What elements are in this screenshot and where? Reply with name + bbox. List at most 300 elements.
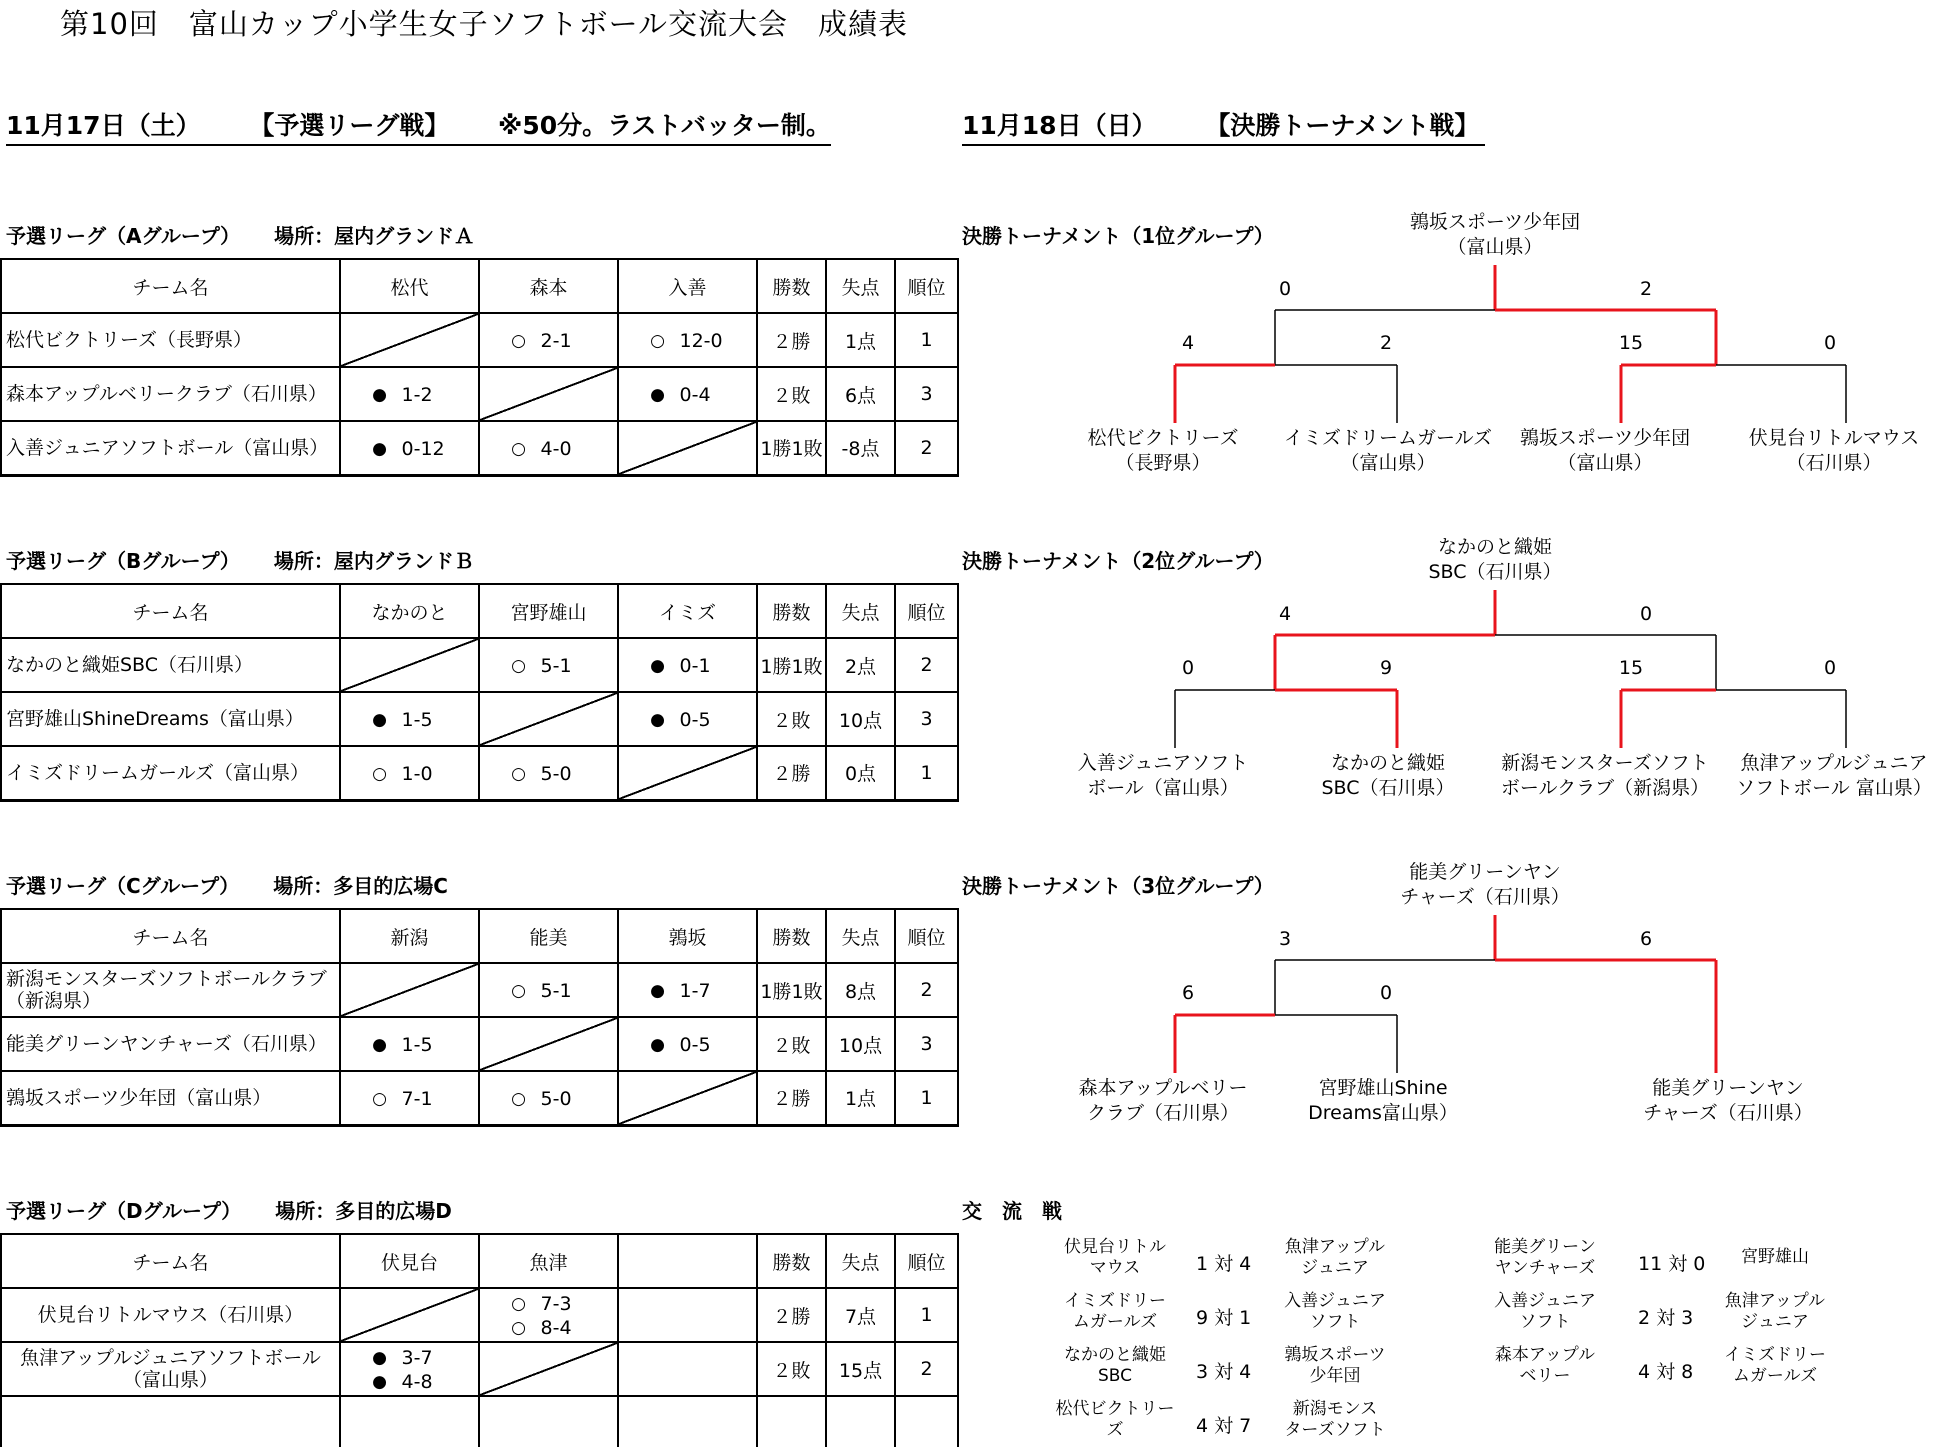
exchange-home-team xyxy=(1050,1399,1180,1441)
team-prefecture: SBC（石川県） xyxy=(1321,777,1455,799)
wins-value: ２敗 xyxy=(757,1342,826,1396)
exchange-home-team-line: イミズドリー xyxy=(1064,1291,1166,1311)
col-header-opponent: 入善 xyxy=(618,259,757,313)
group-d-title: 予選リーグ（Dグループ） xyxy=(6,1199,242,1223)
win-circle-icon: ○ xyxy=(511,331,526,351)
self-match-cell xyxy=(618,746,757,800)
exchange-home-team-line: 松代ビクトリー xyxy=(1055,1399,1175,1419)
match-result xyxy=(480,761,617,785)
result-cell xyxy=(479,638,618,692)
col-header-team: チーム名 xyxy=(1,259,340,313)
col-header-rank: 順位 xyxy=(895,584,958,638)
runs-value: 0点 xyxy=(826,746,895,800)
day1-date: 11月17日（土） xyxy=(6,111,201,140)
team-prefecture: ボールクラブ（新潟県） xyxy=(1500,777,1710,799)
match-result xyxy=(619,978,756,1002)
exchange-away-team-line: 魚津アップル xyxy=(1284,1237,1386,1257)
result-cell xyxy=(618,1288,757,1342)
champion-name: 鶉坂スポーツ少年団 xyxy=(1409,211,1581,233)
semi-score: 2 xyxy=(1379,332,1393,354)
runs-value: 1点 xyxy=(826,1071,895,1125)
league-table-d xyxy=(0,1233,959,1447)
table-row xyxy=(1,313,958,367)
runs-value: 1点 xyxy=(826,313,895,367)
col-header-opponent: 宮野雄山 xyxy=(479,584,618,638)
result-cell xyxy=(618,963,757,1017)
exchange-home-team-line: ズ xyxy=(1106,1420,1124,1440)
exchange-home-team xyxy=(1050,1237,1180,1279)
col-header-opponent: 魚津 xyxy=(479,1234,618,1288)
final-score: 2 xyxy=(1639,278,1653,300)
table-row xyxy=(1,692,958,746)
match-result xyxy=(341,707,478,731)
exchange-home-team-line: なかのと織姫 xyxy=(1064,1345,1166,1365)
match-score: 5-1 xyxy=(540,980,572,1002)
match-score: 1-7 xyxy=(679,980,711,1002)
result-cell xyxy=(479,963,618,1017)
match-result xyxy=(619,382,756,406)
exchange-away-team xyxy=(1705,1247,1845,1268)
exchange-score: 3 対 4 xyxy=(1196,1361,1252,1383)
runs-value: 8点 xyxy=(826,963,895,1017)
win-circle-icon: ○ xyxy=(511,1294,526,1314)
exchange-away-team xyxy=(1265,1345,1405,1387)
semi-score: 4 xyxy=(1181,332,1195,354)
runs-value: -8点 xyxy=(826,421,895,475)
match-score: 5-1 xyxy=(540,655,572,677)
league-header-row xyxy=(1,909,958,963)
match-result xyxy=(480,978,617,1002)
col-header-team: チーム名 xyxy=(1,1234,340,1288)
champion-prefecture: チャーズ（石川県） xyxy=(1400,886,1570,908)
table-row xyxy=(1,1396,958,1447)
exchange-away-team-line: ソフト xyxy=(1309,1312,1361,1332)
group-b-venue: 場所：屋内グランドＢ xyxy=(273,549,474,573)
exchange-home-team-line: 入善ジュニア xyxy=(1494,1291,1596,1311)
col-header-opponent: 鶉坂 xyxy=(618,909,757,963)
team-name: 入善ジュニアソフト xyxy=(1077,752,1249,774)
self-match-cell xyxy=(479,367,618,421)
league-table-a xyxy=(0,258,959,477)
win-circle-icon: ○ xyxy=(511,763,526,784)
semi-score: 0 xyxy=(1181,657,1195,679)
day2-event: 【決勝トーナメント戦】 xyxy=(1205,111,1480,140)
col-header-wins: 勝数 xyxy=(757,584,826,638)
runs-value: 6点 xyxy=(826,367,895,421)
win-circle-icon: ○ xyxy=(650,331,665,351)
result-cell xyxy=(618,1342,757,1396)
match-score: 1-5 xyxy=(401,1034,433,1056)
self-match-cell xyxy=(340,313,479,367)
team-name: 魚津アップルジュニア xyxy=(1740,752,1928,774)
wins-value: ２勝 xyxy=(757,1071,826,1125)
team-name: 宮野雄山ShineDreams（富山県） xyxy=(1,692,340,746)
day1-note: ※50分。ラストバッター制。 xyxy=(498,111,831,140)
match-result xyxy=(341,1032,478,1056)
team-name: 鶉坂スポーツ少年団 xyxy=(1519,427,1691,449)
page-title: 第10回 富山カップ小学生女子ソフトボール交流大会 成績表 xyxy=(60,7,909,41)
day1-heading xyxy=(6,106,831,146)
exchange-away-team-line: 魚津アップル xyxy=(1724,1291,1826,1311)
col-header-team: チーム名 xyxy=(1,909,340,963)
semi-score: 6 xyxy=(1181,982,1195,1004)
tournament-1-bracket xyxy=(1080,205,1940,485)
result-cell xyxy=(340,1342,479,1396)
win-circle-icon: ○ xyxy=(511,1088,526,1109)
match-result xyxy=(341,761,478,785)
group-c-heading xyxy=(6,870,448,899)
champion-name: 能美グリーンヤン xyxy=(1409,861,1561,883)
result-cell xyxy=(479,421,618,475)
champion-prefecture: SBC（石川県） xyxy=(1428,561,1562,583)
team-name: 入善ジュニアソフトボール（富山県） xyxy=(1,421,340,475)
team-prefecture: （長野県） xyxy=(1115,452,1211,474)
champion-name: なかのと織姫 xyxy=(1437,536,1553,558)
rank-value: 2 xyxy=(895,421,958,475)
team-name: 伏見台リトルマウス（石川県） xyxy=(1,1288,340,1342)
team-prefecture: （石川県） xyxy=(1786,452,1882,474)
runs-value: 10点 xyxy=(826,692,895,746)
match-score: 2-1 xyxy=(540,330,572,352)
exchange-away-team-line: ターズソフト xyxy=(1284,1420,1386,1440)
col-header-runs: 失点 xyxy=(826,259,895,313)
runs-value: 7点 xyxy=(826,1288,895,1342)
team-name: 伏見台リトルマウス xyxy=(1748,427,1920,449)
match-result xyxy=(341,1345,478,1369)
self-match-cell xyxy=(479,692,618,746)
tournament-2-title: 決勝トーナメント（2位グループ） xyxy=(962,549,1274,573)
rank-value: 1 xyxy=(895,1288,958,1342)
win-circle-icon: ○ xyxy=(372,1088,387,1109)
league-header-row xyxy=(1,584,958,638)
win-circle-icon: ○ xyxy=(511,981,526,1001)
rank-value: 2 xyxy=(895,963,958,1017)
group-c-title: 予選リーグ（Cグループ） xyxy=(6,874,240,898)
exchange-home-team-line: ヤンチャーズ xyxy=(1494,1258,1596,1278)
col-header-runs: 失点 xyxy=(826,1234,895,1288)
exchange-away-team-line: ジュニア xyxy=(1301,1258,1369,1278)
col-header-opponent: なかのと xyxy=(340,584,479,638)
rank-value: 1 xyxy=(895,746,958,800)
wins-value: ２勝 xyxy=(757,313,826,367)
table-row xyxy=(1,1071,958,1125)
loss-dot-icon: ● xyxy=(372,710,387,730)
result-cell xyxy=(618,367,757,421)
result-cell xyxy=(340,746,479,800)
match-score: 0-5 xyxy=(679,1034,711,1056)
loss-dot-icon: ● xyxy=(650,981,665,1001)
col-header-opponent: 松代 xyxy=(340,259,479,313)
result-cell xyxy=(618,638,757,692)
col-header-opponent: 能美 xyxy=(479,909,618,963)
match-result xyxy=(341,1086,478,1110)
loss-dot-icon: ● xyxy=(372,438,387,459)
col-header-rank: 順位 xyxy=(895,259,958,313)
match-score: 12-0 xyxy=(679,330,723,352)
self-match-cell xyxy=(340,963,479,1017)
team-prefecture: チャーズ（石川県） xyxy=(1643,1102,1813,1124)
exchange-score: 4 対 8 xyxy=(1638,1361,1694,1383)
day1-event: 【予選リーグ戦】 xyxy=(249,111,450,140)
col-header-team: チーム名 xyxy=(1,584,340,638)
exchange-away-team xyxy=(1265,1237,1405,1279)
wins-value: 1勝1敗 xyxy=(757,421,826,475)
loss-dot-icon: ● xyxy=(650,656,665,676)
team-name: なかのと織姫SBC（石川県） xyxy=(1,638,340,692)
exchange-away-team-line: 鶉坂スポーツ xyxy=(1284,1345,1386,1365)
exchange-home-team-line: 伏見台リトル xyxy=(1064,1237,1166,1257)
table-row xyxy=(1,963,958,1017)
wins-value: 1勝1敗 xyxy=(757,963,826,1017)
team-name: 鶉坂スポーツ少年団（富山県） xyxy=(1,1071,340,1125)
loss-dot-icon: ● xyxy=(650,1035,665,1055)
col-header-rank: 順位 xyxy=(895,1234,958,1288)
team-prefecture: （富山県） xyxy=(1557,452,1653,474)
result-cell xyxy=(618,1017,757,1071)
table-row xyxy=(1,1288,958,1342)
match-score: 8-4 xyxy=(540,1317,572,1339)
wins-value: ２敗 xyxy=(757,692,826,746)
semi-score: 0 xyxy=(1823,332,1837,354)
exchange-home-team-line: ムガールズ xyxy=(1072,1312,1158,1332)
exchange-home-team-line: 森本アップル xyxy=(1494,1345,1596,1365)
match-score: 4-8 xyxy=(401,1371,433,1393)
match-result xyxy=(619,1032,756,1056)
team-name: 能美グリーンヤンチャーズ（石川県） xyxy=(1,1017,340,1071)
wins-value: ２勝 xyxy=(757,746,826,800)
win-circle-icon: ○ xyxy=(511,438,526,459)
team-name: 松代ビクトリーズ xyxy=(1087,427,1239,449)
match-score: 7-3 xyxy=(540,1293,572,1315)
exchange-away-team-line: 新潟モンス xyxy=(1292,1399,1378,1419)
exchange-title: 交 流 戦 xyxy=(962,1199,1062,1223)
rank-value: 2 xyxy=(895,1342,958,1396)
exchange-away-team xyxy=(1705,1291,1845,1333)
team-prefecture: クラブ（石川県） xyxy=(1086,1102,1240,1124)
exchange-score: 11 対 0 xyxy=(1638,1253,1706,1275)
col-header-rank: 順位 xyxy=(895,909,958,963)
table-row xyxy=(1,1017,958,1071)
tournament-3-bracket xyxy=(1080,855,1940,1135)
semi-score: 0 xyxy=(1379,982,1393,1004)
exchange-away-team-line: 少年団 xyxy=(1309,1366,1361,1386)
match-result xyxy=(619,328,756,352)
exchange-away-team-line: イミズドリー xyxy=(1724,1345,1826,1365)
team-name: 松代ビクトリーズ（長野県） xyxy=(1,313,340,367)
match-result xyxy=(480,436,617,460)
result-cell xyxy=(479,313,618,367)
col-header-opponent: 森本 xyxy=(479,259,618,313)
match-result xyxy=(480,653,617,677)
match-result xyxy=(341,436,478,460)
exchange-away-team-line: ジュニア xyxy=(1741,1312,1809,1332)
team-name: 能美グリーンヤン xyxy=(1652,1077,1804,1099)
match-result xyxy=(480,1315,617,1339)
team-name xyxy=(1,1396,340,1447)
win-circle-icon: ○ xyxy=(511,656,526,676)
col-header-opponent xyxy=(618,1234,757,1288)
wins-value: 1勝1敗 xyxy=(757,638,826,692)
exchange-home-team-line: SBC xyxy=(1097,1366,1133,1386)
loss-dot-icon: ● xyxy=(372,385,387,405)
exchange-home-team xyxy=(1050,1291,1180,1333)
exchange-home-team xyxy=(1480,1237,1610,1279)
rank-value: 1 xyxy=(895,1071,958,1125)
result-cell xyxy=(479,1396,618,1447)
match-result xyxy=(341,1369,478,1393)
col-header-wins: 勝数 xyxy=(757,1234,826,1288)
final-score: 0 xyxy=(1278,278,1292,300)
match-score: 5-0 xyxy=(540,762,572,785)
league-header-row xyxy=(1,259,958,313)
match-result xyxy=(480,1291,617,1315)
exchange-away-team xyxy=(1265,1291,1405,1333)
semi-score: 15 xyxy=(1618,657,1644,679)
match-score: 1-2 xyxy=(401,384,433,406)
wins-value: ２敗 xyxy=(757,367,826,421)
semi-score: 15 xyxy=(1618,332,1644,354)
loss-dot-icon: ● xyxy=(372,1372,387,1392)
result-cell xyxy=(618,692,757,746)
match-score: 0-5 xyxy=(679,709,711,731)
rank-value: 3 xyxy=(895,367,958,421)
exchange-home-team xyxy=(1480,1291,1610,1333)
loss-dot-icon: ● xyxy=(372,1348,387,1368)
exchange-home-team-line: 能美グリーン xyxy=(1494,1237,1596,1257)
col-header-wins: 勝数 xyxy=(757,259,826,313)
final-score: 0 xyxy=(1639,603,1653,625)
exchange-away-team-line: 宮野雄山 xyxy=(1741,1247,1809,1267)
match-result xyxy=(480,1086,617,1110)
wins-value: ２敗 xyxy=(757,1017,826,1071)
final-score: 6 xyxy=(1639,928,1653,950)
result-cell xyxy=(340,1017,479,1071)
wins-value: ２勝 xyxy=(757,1288,826,1342)
exchange-away-team-line: ムガールズ xyxy=(1732,1366,1818,1386)
team-name: 新潟モンスターズソフト xyxy=(1501,752,1709,774)
rank-value: 1 xyxy=(895,313,958,367)
match-score: 4-0 xyxy=(540,437,572,460)
rank-value xyxy=(895,1396,958,1447)
self-match-cell xyxy=(618,1071,757,1125)
result-cell xyxy=(340,421,479,475)
team-prefecture: （富山県） xyxy=(1340,452,1436,474)
match-result xyxy=(341,382,478,406)
group-d-venue: 場所：多目的広場D xyxy=(275,1199,452,1223)
result-cell xyxy=(340,1071,479,1125)
semi-score: 0 xyxy=(1823,657,1837,679)
exchange-score: 1 対 4 xyxy=(1196,1253,1252,1275)
match-score: 0-12 xyxy=(401,437,445,460)
runs-value xyxy=(826,1396,895,1447)
table-row xyxy=(1,421,958,475)
team-prefecture: ボール（富山県） xyxy=(1087,777,1239,799)
win-circle-icon: ○ xyxy=(372,763,387,784)
champion-prefecture: （富山県） xyxy=(1447,236,1543,258)
tournament-2-bracket xyxy=(1077,530,1940,810)
match-result xyxy=(619,653,756,677)
team-name: イミズドリームガールズ xyxy=(1283,427,1493,449)
league-table-c xyxy=(0,908,959,1127)
loss-dot-icon: ● xyxy=(650,385,665,405)
exchange-score: 2 対 3 xyxy=(1638,1307,1694,1329)
exchange-home-team xyxy=(1050,1345,1180,1387)
col-header-opponent: イミズ xyxy=(618,584,757,638)
self-match-cell xyxy=(479,1017,618,1071)
win-circle-icon: ○ xyxy=(511,1318,526,1338)
exchange-home-team-line: ソフト xyxy=(1519,1312,1571,1332)
rank-value: 3 xyxy=(895,692,958,746)
exchange-home-team xyxy=(1480,1345,1610,1387)
self-match-cell xyxy=(479,1342,618,1396)
day2-heading xyxy=(962,106,1485,146)
col-header-runs: 失点 xyxy=(826,584,895,638)
loss-dot-icon: ● xyxy=(372,1035,387,1055)
group-a-title: 予選リーグ（Aグループ） xyxy=(6,224,241,248)
final-score: 4 xyxy=(1278,603,1292,625)
exchange-score: 9 対 1 xyxy=(1196,1307,1252,1329)
match-score: 7-1 xyxy=(401,1087,433,1110)
match-score: 1-0 xyxy=(401,762,433,785)
result-cell xyxy=(479,746,618,800)
exchange-home-team-line: マウス xyxy=(1089,1258,1141,1278)
wins-value xyxy=(757,1396,826,1447)
tournament-1-title: 決勝トーナメント（1位グループ） xyxy=(962,224,1274,248)
exchange-score: 4 対 7 xyxy=(1196,1415,1252,1437)
col-header-runs: 失点 xyxy=(826,909,895,963)
result-cell xyxy=(479,1071,618,1125)
semi-score: 9 xyxy=(1379,657,1393,679)
table-row xyxy=(1,367,958,421)
exchange-away-team xyxy=(1265,1399,1405,1441)
team-name: 森本アップルベリー xyxy=(1078,1077,1248,1099)
col-header-opponent: 新潟 xyxy=(340,909,479,963)
runs-value: 15点 xyxy=(826,1342,895,1396)
runs-value: 2点 xyxy=(826,638,895,692)
league-table-b xyxy=(0,583,959,802)
exchange-away-team-line: 入善ジュニア xyxy=(1284,1291,1386,1311)
table-row xyxy=(1,638,958,692)
group-a-venue: 場所：屋内グランドＡ xyxy=(274,224,475,248)
group-d-heading xyxy=(6,1195,452,1224)
rank-value: 2 xyxy=(895,638,958,692)
team-name: イミズドリームガールズ（富山県） xyxy=(1,746,340,800)
day2-date: 11月18日（日） xyxy=(962,111,1157,140)
result-cell xyxy=(479,1288,618,1342)
group-b-heading xyxy=(6,545,474,574)
league-header-row xyxy=(1,1234,958,1288)
exchange-away-team xyxy=(1705,1345,1845,1387)
match-score: 0-1 xyxy=(679,655,711,677)
match-score: 1-5 xyxy=(401,709,433,731)
team-prefecture: ソフトボール 富山県） xyxy=(1736,777,1932,799)
table-row xyxy=(1,1342,958,1396)
self-match-cell xyxy=(340,638,479,692)
self-match-cell xyxy=(340,1288,479,1342)
team-name: 新潟モンスターズソフトボールクラブ（新潟県） xyxy=(1,963,340,1017)
loss-dot-icon: ● xyxy=(650,710,665,730)
exchange-home-team-line: ベリー xyxy=(1519,1366,1571,1386)
col-header-wins: 勝数 xyxy=(757,909,826,963)
final-score: 3 xyxy=(1278,928,1292,950)
tournament-3-title: 決勝トーナメント（3位グループ） xyxy=(962,874,1274,898)
match-score: 5-0 xyxy=(540,1087,572,1110)
team-prefecture: Dreams富山県） xyxy=(1308,1102,1458,1124)
group-a-heading xyxy=(6,220,474,249)
group-b-title: 予選リーグ（Bグループ） xyxy=(6,549,240,573)
result-cell xyxy=(340,692,479,746)
match-result xyxy=(480,328,617,352)
